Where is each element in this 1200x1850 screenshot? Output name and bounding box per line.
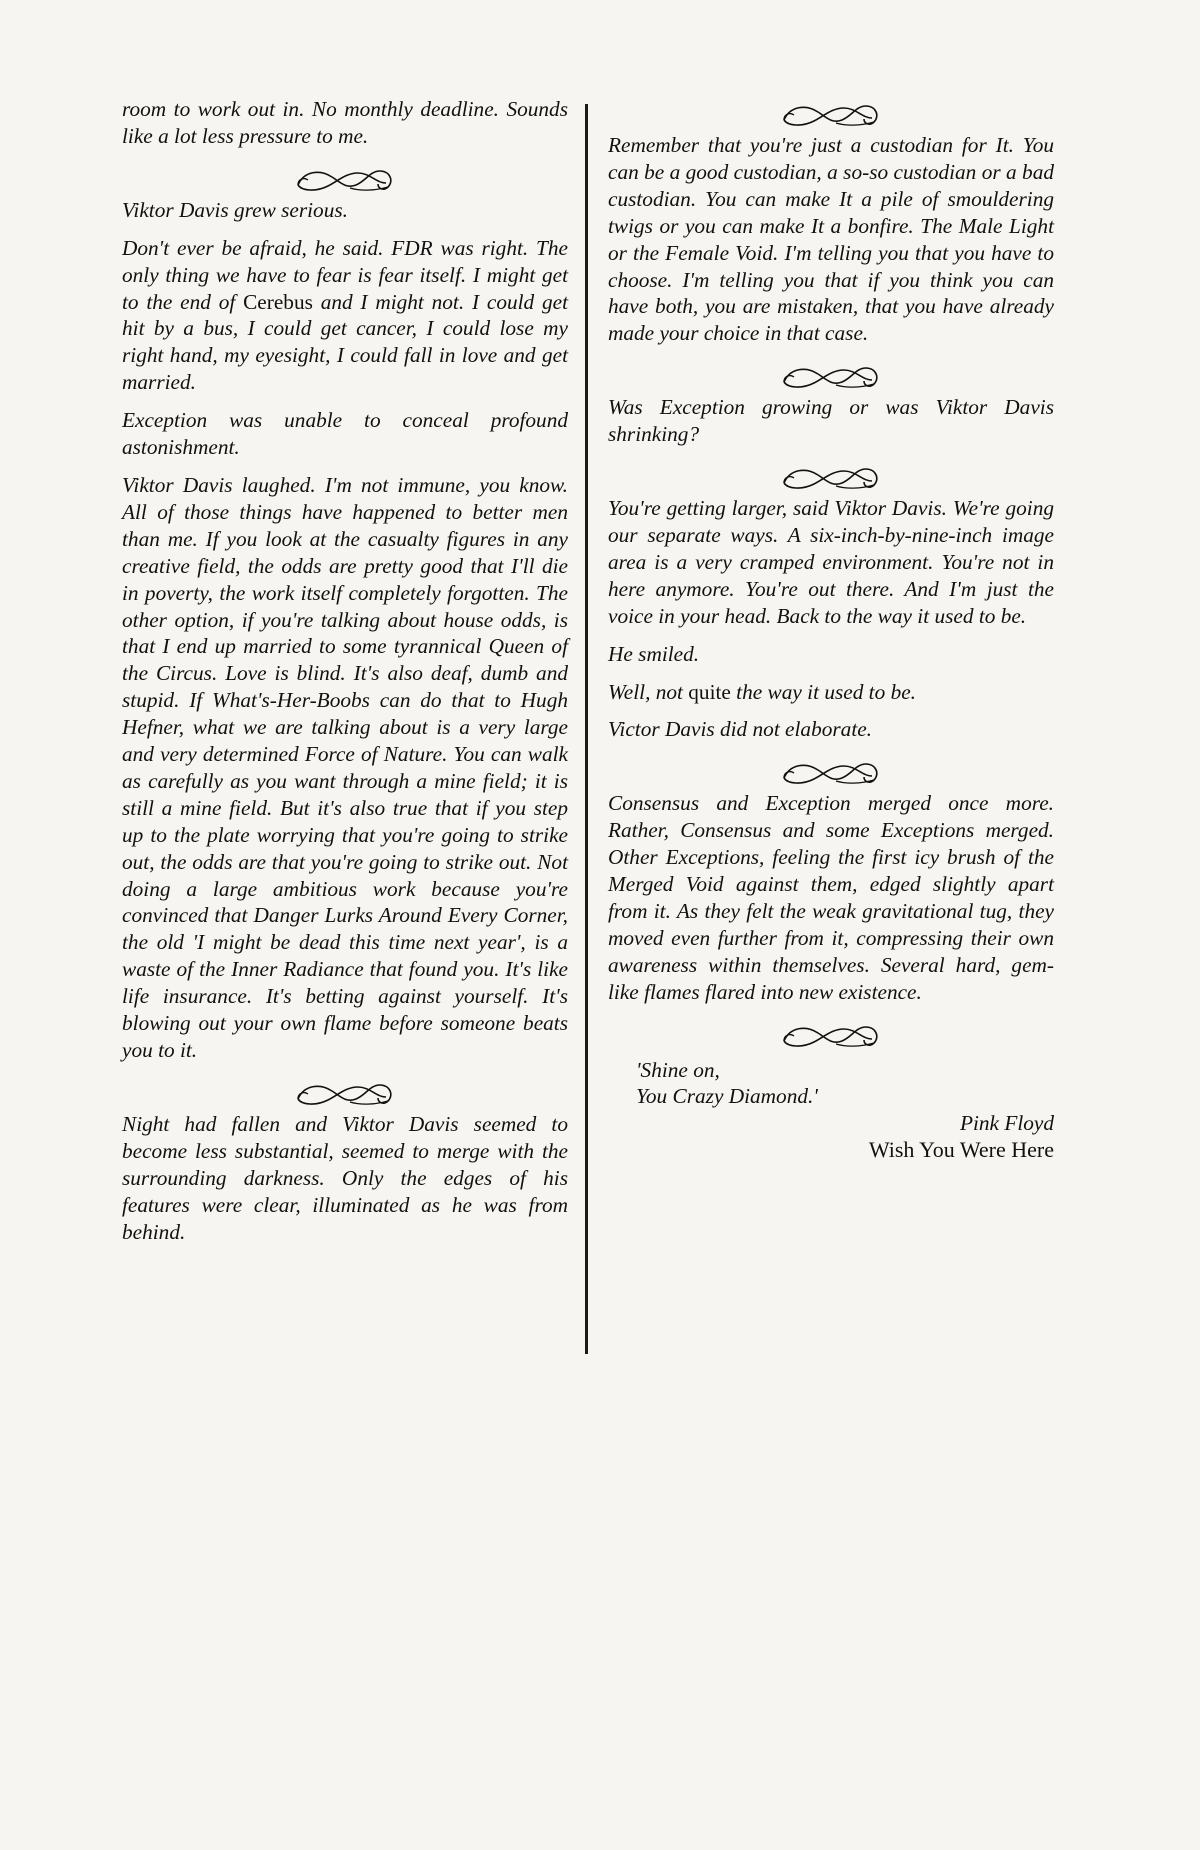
- attribution-album: Wish You Were Here: [868, 1137, 1054, 1163]
- paragraph-smiled: He smiled.: [608, 641, 700, 666]
- ornament-divider-icon: [122, 1075, 568, 1111]
- ornament-divider-icon: [608, 1017, 1054, 1053]
- paragraph-afraid-part2: and I might not. I could get hit by a bus, I could get cancer, I could lose my right hand, my eyesight, I could fall in love and get married.: [122, 289, 568, 395]
- paragraph-night: Night had fallen and Viktor Davis seemed to become less substantial, seemed to merge with the surrounding darkness. Only the edges of his features were clear, illuminated as he was from behind.: [122, 1111, 568, 1244]
- paragraph-intro: room to work out in. No monthly deadline. Sounds like a lot less pressure to me.: [122, 97, 568, 148]
- paragraph-not-quite: [608, 679, 1054, 706]
- paragraph-custodian: Remember that you're just a custodian for It. You can be a good custodian, a so-so custodian or a bad custodian. You can make It a pile of smouldering twigs or you can make It a bonfire. The Male Light or the Female Void. I'm telling you that you have to choose. I'm telling you that if you think you can have both, you are mistaken, that you have already made your choice in that case.: [608, 133, 1054, 346]
- paragraph-larger: You're getting larger, said Viktor Davis. We're going our separate ways. A six-inch-by-nine-inch image area is a very cramped environment. You're not in here anymore. You're out there. And I'm just the voice in your head. Back to the way it used to be.: [608, 496, 1054, 628]
- right-column: [608, 96, 1054, 1164]
- not-quite-part2: the way it used to be.: [730, 679, 916, 704]
- ornament-divider-icon: [608, 358, 1054, 394]
- attribution-artist: Pink Floyd: [959, 1111, 1054, 1136]
- cerebus-title: Cerebus: [243, 289, 313, 314]
- song-quote: [636, 1057, 1054, 1111]
- quote-line-2: You Crazy Diamond.': [636, 1084, 818, 1109]
- ornament-divider-icon: [608, 96, 1054, 132]
- paragraph-afraid: [122, 235, 568, 396]
- paragraph-growing: Was Exception growing or was Viktor Davis shrinking?: [608, 395, 1054, 447]
- ornament-divider-icon: [608, 754, 1054, 790]
- paragraph-afraid-part1: Don't ever be afraid, he said. FDR was right. The only thing we have to fear is fear itself. I might get to the end of: [122, 235, 568, 314]
- paragraph-serious: Viktor Davis grew serious.: [122, 197, 348, 222]
- not-quite-part1: Well, not: [608, 679, 689, 704]
- ornament-divider-icon: [122, 161, 568, 197]
- paragraph-astonishment: Exception was unable to conceal profound astonishment.: [122, 408, 568, 460]
- ornament-divider-icon: [608, 459, 1054, 495]
- paragraph-laughed: Viktor Davis laughed. I'm not immune, you know. All of those things have happened to better men than me. If you look at the casualty figures in any creative field, the odds are pretty good that I'll die in poverty, the work itself completely forgotten. The other option, if you're talking about house odds, is that I end up married to some tyrannical Queen of the Circus. Love is blind. It's also deaf, dumb and stupid. If What's-Her-Boobs can do that to Hugh Hefner, what we are talking about is a very large and very determined Force of Nature. You can walk as carefully as you want through a mine field; it is still a mine field. But it's also true that if you step up to the plate worrying that you're going to strike out, the odds are that you're going to strike out. Not doing a large ambitious work because you're convinced that Danger Lurks Around Every Corner, the old 'I might be dead this time next year', is a waste of the Inner Radiance that found you. It's like life insurance. It's betting against yourself. It's blowing out your own flame before someone beats you to it.: [122, 472, 568, 1062]
- paragraph-elaborate: Victor Davis did not elaborate.: [608, 717, 873, 742]
- left-column: [122, 96, 568, 1256]
- paragraph-merged: Consensus and Exception merged once more. Rather, Consensus and some Exceptions merged. Other Exceptions, feeling the first icy brush of the Merged Void against them, edged slightly apart from it. As they felt the weak gravitational tug, they moved even further from it, compressing their own awareness within themselves. Several hard, gem-like flames flared into new existence.: [608, 791, 1054, 1004]
- quote-line-1: 'Shine on,: [636, 1057, 720, 1082]
- column-divider: [585, 104, 588, 1354]
- not-quite-emphasis: quite: [688, 679, 731, 704]
